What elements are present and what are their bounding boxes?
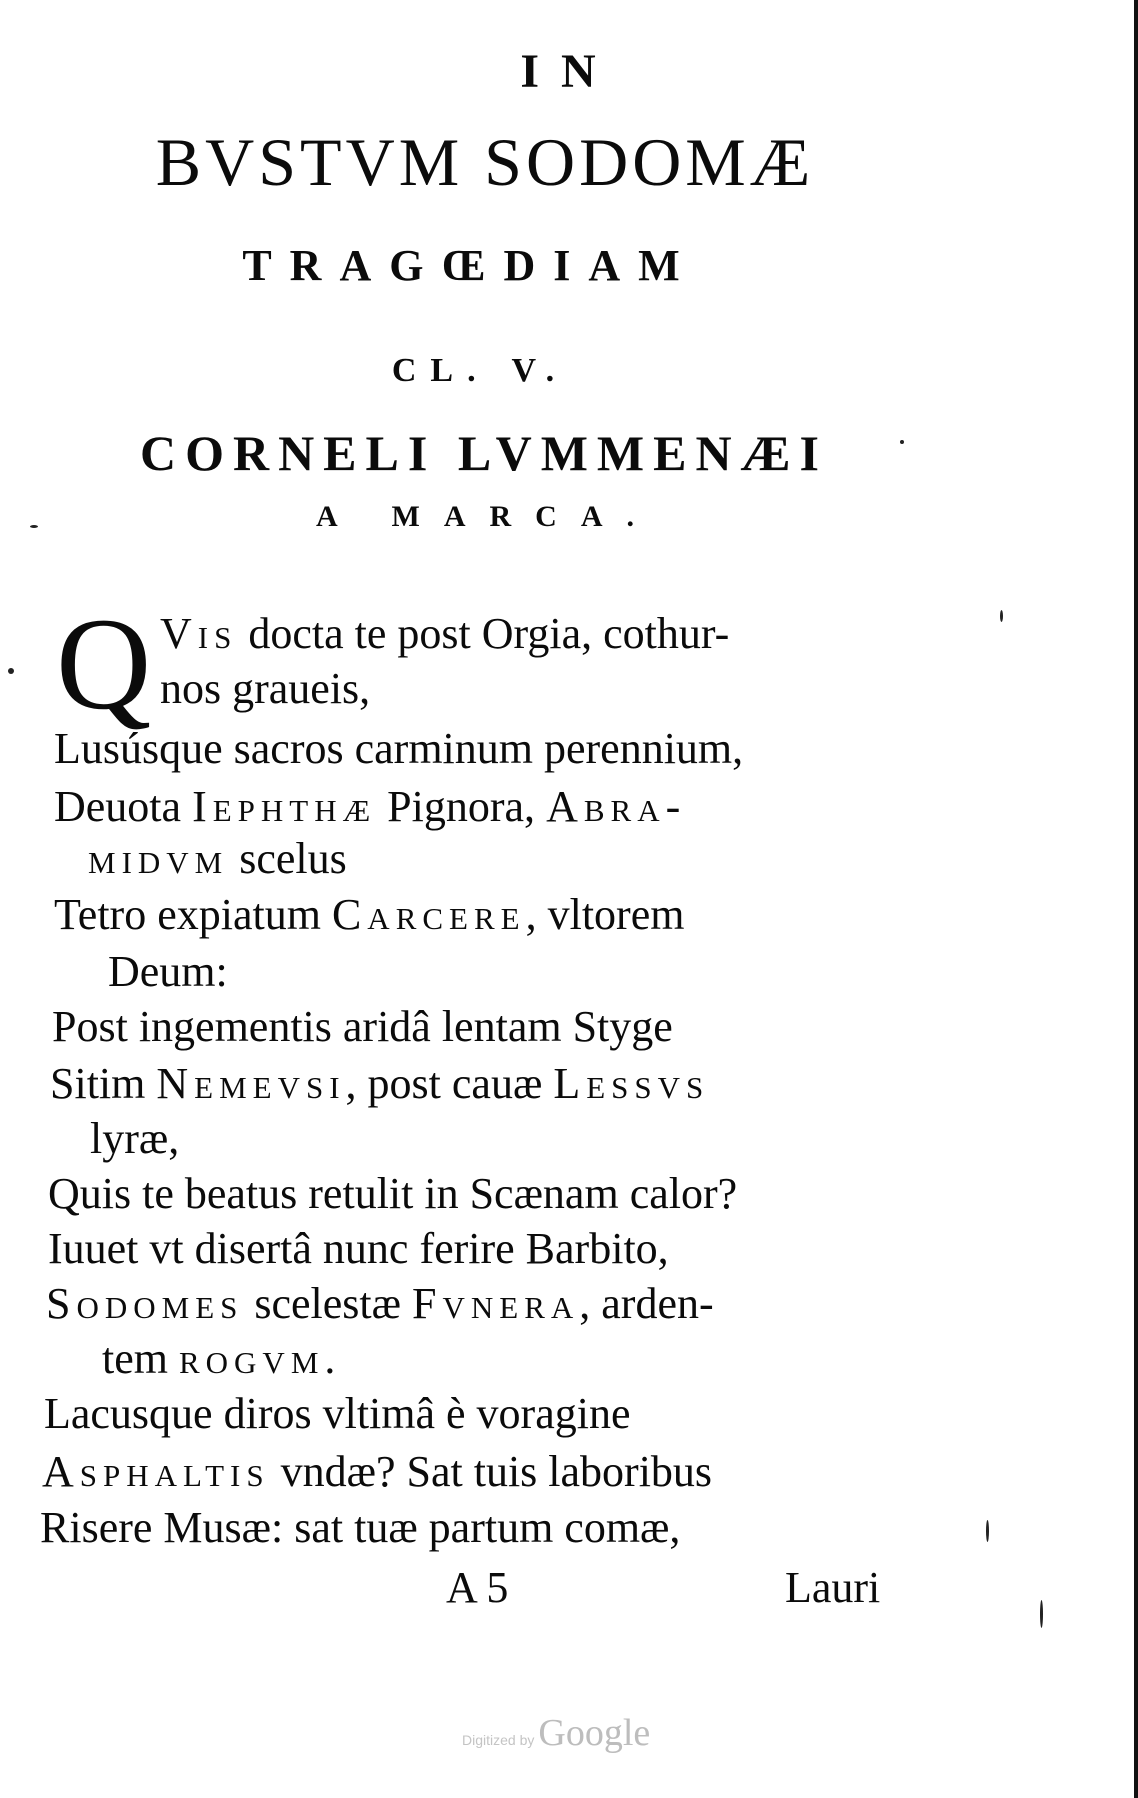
verse-line: nos graueis, xyxy=(160,664,371,713)
verse-line xyxy=(88,834,347,883)
small-caps-word: Fvnera xyxy=(412,1279,580,1328)
small-caps-word: Sodomes xyxy=(46,1279,244,1328)
title-line-author: CORNELI LVMMENÆI xyxy=(139,425,829,481)
verse-text: Deuota xyxy=(54,782,193,831)
small-caps-word: Vis xyxy=(160,609,238,658)
verse-line xyxy=(102,1334,342,1383)
verse-text: , post cauæ xyxy=(345,1059,554,1108)
digitized-watermark xyxy=(462,1714,650,1752)
verse-line xyxy=(54,782,687,831)
title-line-a-marca: A MARCA. xyxy=(316,500,658,533)
verse-text: , vltorem xyxy=(525,890,685,939)
verse-line: Lusúsque sacros carminum perennium, xyxy=(54,724,744,773)
verse-line: lyræ, xyxy=(90,1114,180,1163)
watermark-brand: Google xyxy=(538,1712,651,1754)
signature-mark: A 5 xyxy=(446,1563,509,1612)
scan-speck xyxy=(900,440,904,444)
verse-line: Lacusque diros vltimâ è voragine xyxy=(44,1389,631,1438)
verse-text: , arden- xyxy=(579,1279,714,1328)
verse-text: Tetro expiatum xyxy=(54,890,332,939)
drop-cap: Q xyxy=(56,590,152,737)
verse-text: tem xyxy=(102,1334,179,1383)
small-caps-word: Lessvs xyxy=(553,1059,710,1108)
verse-line xyxy=(42,1447,713,1496)
title-line-tragoediam: TRAGŒDIAM xyxy=(242,241,698,290)
small-caps-word: Abra- xyxy=(546,782,687,831)
small-caps-word: Iephthæ xyxy=(192,782,377,831)
small-caps-word: Carcere xyxy=(331,890,526,939)
verse-line xyxy=(46,1279,714,1328)
verse-text: Pignora, xyxy=(376,782,547,831)
verse-line: Deum: xyxy=(108,947,228,996)
verse-text: docta te post Orgia, cothur- xyxy=(237,609,730,658)
verse-text: Sitim xyxy=(50,1059,157,1108)
scan-speck xyxy=(986,1520,989,1542)
small-caps-word: Nemevsi xyxy=(156,1059,346,1108)
verse-line: Quis te beatus retulit in Scænam calor? xyxy=(48,1169,738,1218)
scan-speck xyxy=(30,525,38,528)
page-edge-shadow xyxy=(1134,0,1138,1798)
verse-text: scelus xyxy=(228,834,347,883)
scan-speck xyxy=(1000,610,1003,622)
verse-line xyxy=(50,1059,710,1108)
catchword: Lauri xyxy=(785,1563,881,1612)
scan-speck xyxy=(8,668,14,674)
verse-line: Iuuet vt disertâ nunc ferire Barbito, xyxy=(48,1224,669,1273)
small-caps-word: Asphaltis xyxy=(42,1447,270,1496)
title-line-bustum: BVSTVM SODOMÆ xyxy=(155,124,815,200)
small-caps-word: rogvm. xyxy=(178,1334,342,1383)
small-caps-word: midvm xyxy=(88,834,229,883)
title-line-cl-v: CL. V. xyxy=(391,352,569,389)
verse-text: vndæ? Sat tuis laboribus xyxy=(269,1447,713,1496)
verse-line xyxy=(160,609,730,658)
verse-line xyxy=(54,890,685,939)
verse-line: Post ingementis aridâ lentam Styge xyxy=(52,1002,673,1051)
title-line-in: IN xyxy=(520,45,618,98)
watermark-prefix: Digitized by xyxy=(462,1732,535,1748)
verse-line: Risere Musæ: sat tuæ partum comæ, xyxy=(40,1503,681,1552)
scan-speck xyxy=(1040,1600,1043,1628)
verse-text: scelestæ xyxy=(243,1279,413,1328)
